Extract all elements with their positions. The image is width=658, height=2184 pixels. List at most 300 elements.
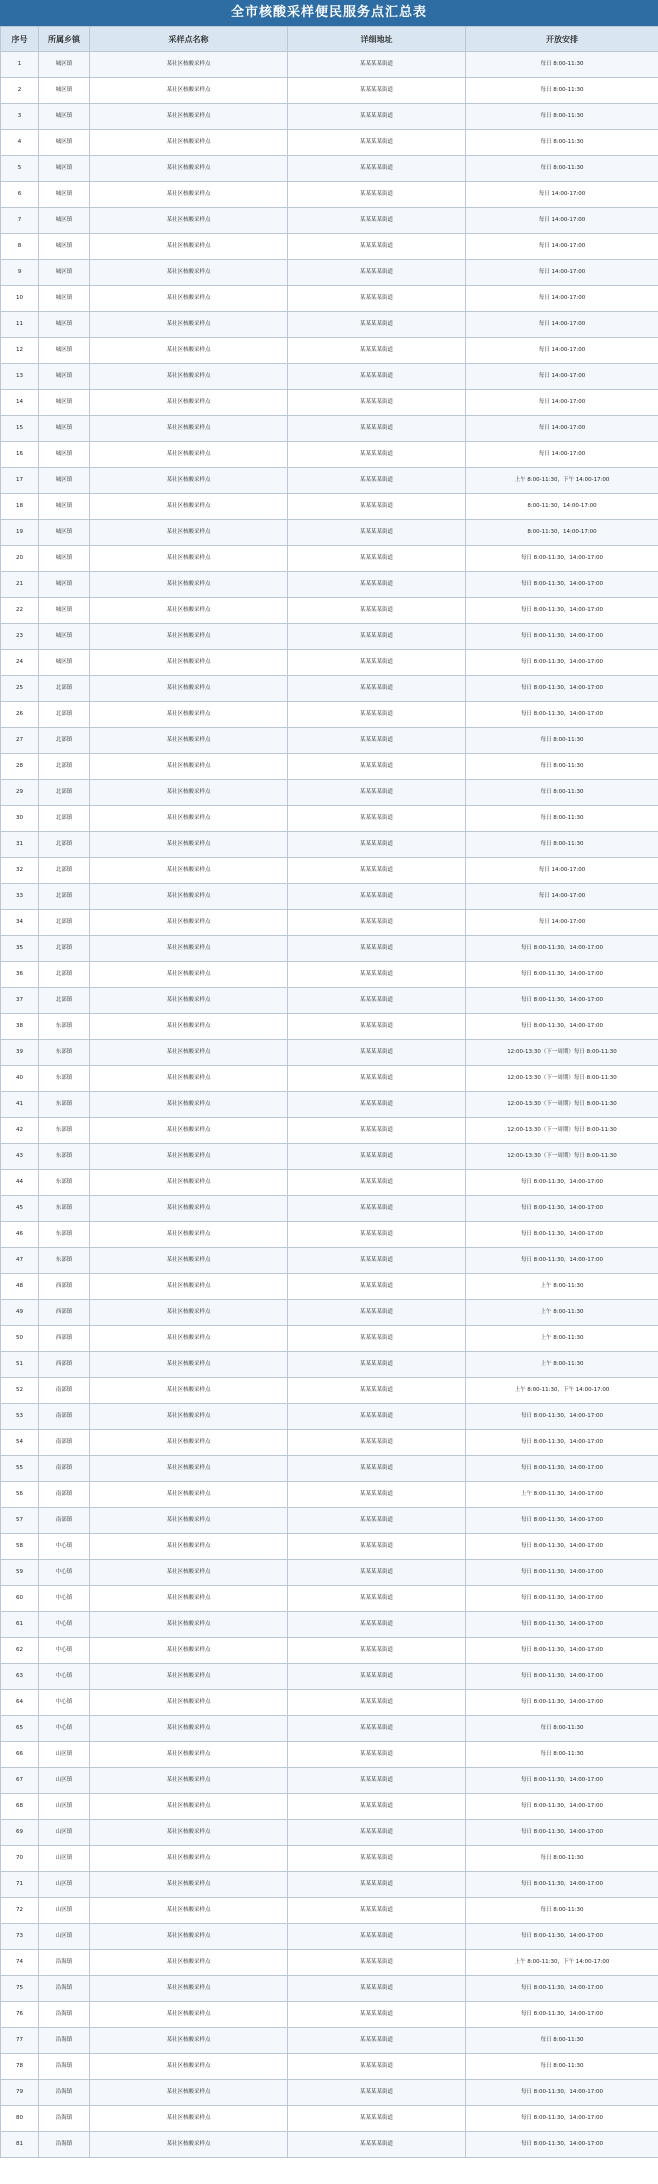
cell-schedule: 每日 8:00-11:30 (466, 2054, 658, 2080)
cell-index: 44 (1, 1170, 39, 1196)
cell-address: 某某某某街道 (288, 2132, 466, 2158)
cell-site-name: 某社区核酸采样点 (90, 1274, 288, 1300)
cell-site-name: 某社区核酸采样点 (90, 728, 288, 754)
cell-town: 中心镇 (39, 1690, 90, 1716)
cell-site-name: 某社区核酸采样点 (90, 78, 288, 104)
cell-schedule: 每日 8:00-11:30，14:00-17:00 (466, 650, 658, 676)
cell-schedule: 每日 8:00-11:30 (466, 1716, 658, 1742)
cell-town: 东部镇 (39, 1248, 90, 1274)
cell-index: 2 (1, 78, 39, 104)
cell-index: 18 (1, 494, 39, 520)
cell-address: 某某某某街道 (288, 1014, 466, 1040)
cell-town: 南部镇 (39, 1456, 90, 1482)
cell-index: 37 (1, 988, 39, 1014)
cell-address: 某某某某街道 (288, 728, 466, 754)
cell-index: 76 (1, 2002, 39, 2028)
table-row (1, 1690, 658, 1716)
cell-index: 14 (1, 390, 39, 416)
cell-schedule: 每日 8:00-11:30，14:00-17:00 (466, 1690, 658, 1716)
cell-site-name: 某社区核酸采样点 (90, 1872, 288, 1898)
cell-address: 某某某某街道 (288, 1794, 466, 1820)
cell-index: 46 (1, 1222, 39, 1248)
table-row (1, 1560, 658, 1586)
cell-site-name: 某社区核酸采样点 (90, 364, 288, 390)
cell-index: 31 (1, 832, 39, 858)
cell-town: 中心镇 (39, 1664, 90, 1690)
cell-index: 3 (1, 104, 39, 130)
cell-index: 65 (1, 1716, 39, 1742)
cell-address: 某某某某街道 (288, 1378, 466, 1404)
table-row (1, 1456, 658, 1482)
table-row (1, 1092, 658, 1118)
table-row (1, 1924, 658, 1950)
cell-address: 某某某某街道 (288, 1716, 466, 1742)
cell-index: 35 (1, 936, 39, 962)
cell-town: 山区镇 (39, 1846, 90, 1872)
cell-address: 某某某某街道 (288, 910, 466, 936)
cell-address: 某某某某街道 (288, 702, 466, 728)
cell-town: 东部镇 (39, 1092, 90, 1118)
cell-address: 某某某某街道 (288, 1092, 466, 1118)
cell-site-name: 某社区核酸采样点 (90, 1768, 288, 1794)
cell-town: 城区镇 (39, 650, 90, 676)
cell-address: 某某某某街道 (288, 1560, 466, 1586)
cell-site-name: 某社区核酸采样点 (90, 1222, 288, 1248)
cell-address: 某某某某街道 (288, 1248, 466, 1274)
table-row (1, 676, 658, 702)
table-row (1, 1248, 658, 1274)
cell-site-name: 某社区核酸采样点 (90, 390, 288, 416)
table-row (1, 2106, 658, 2132)
table-row (1, 312, 658, 338)
cell-town: 中心镇 (39, 1638, 90, 1664)
cell-address: 某某某某街道 (288, 1222, 466, 1248)
cell-site-name: 某社区核酸采样点 (90, 1898, 288, 1924)
table-row (1, 1378, 658, 1404)
cell-index: 23 (1, 624, 39, 650)
cell-site-name: 某社区核酸采样点 (90, 546, 288, 572)
table-row (1, 1508, 658, 1534)
header-address: 详细地址 (288, 27, 466, 52)
cell-schedule: 上午 8:00-11:30 (466, 1326, 658, 1352)
cell-town: 山区镇 (39, 1768, 90, 1794)
cell-schedule: 每日 14:00-17:00 (466, 234, 658, 260)
table-row (1, 520, 658, 546)
table-row (1, 624, 658, 650)
cell-schedule: 每日 8:00-11:30，14:00-17:00 (466, 936, 658, 962)
cell-site-name: 某社区核酸采样点 (90, 520, 288, 546)
cell-town: 南部镇 (39, 1430, 90, 1456)
cell-schedule: 每日 8:00-11:30，14:00-17:00 (466, 1794, 658, 1820)
cell-index: 26 (1, 702, 39, 728)
cell-site-name: 某社区核酸采样点 (90, 676, 288, 702)
cell-schedule: 每日 8:00-11:30 (466, 52, 658, 78)
cell-site-name: 某社区核酸采样点 (90, 572, 288, 598)
cell-site-name: 某社区核酸采样点 (90, 1716, 288, 1742)
table-row (1, 1326, 658, 1352)
cell-site-name: 某社区核酸采样点 (90, 2080, 288, 2106)
cell-site-name: 某社区核酸采样点 (90, 1300, 288, 1326)
cell-town: 中心镇 (39, 1612, 90, 1638)
table-row (1, 130, 658, 156)
cell-address: 某某某某街道 (288, 2080, 466, 2106)
table-row (1, 2080, 658, 2106)
cell-schedule: 每日 14:00-17:00 (466, 286, 658, 312)
table-row (1, 1716, 658, 1742)
cell-schedule: 8:00-11:30，14:00-17:00 (466, 520, 658, 546)
cell-town: 城区镇 (39, 104, 90, 130)
cell-index: 64 (1, 1690, 39, 1716)
cell-schedule: 上午 8:00-11:30 (466, 1352, 658, 1378)
table-row (1, 598, 658, 624)
cell-index: 48 (1, 1274, 39, 1300)
cell-town: 城区镇 (39, 364, 90, 390)
table-row (1, 1040, 658, 1066)
cell-index: 21 (1, 572, 39, 598)
cell-schedule: 每日 8:00-11:30，14:00-17:00 (466, 702, 658, 728)
cell-schedule: 每日 14:00-17:00 (466, 442, 658, 468)
cell-address: 某某某某街道 (288, 624, 466, 650)
table-row (1, 1404, 658, 1430)
cell-site-name: 某社区核酸采样点 (90, 468, 288, 494)
table-row (1, 1066, 658, 1092)
cell-town: 西部镇 (39, 1300, 90, 1326)
cell-index: 73 (1, 1924, 39, 1950)
cell-town: 城区镇 (39, 494, 90, 520)
table-row (1, 728, 658, 754)
cell-schedule: 每日 8:00-11:30，14:00-17:00 (466, 1456, 658, 1482)
cell-address: 某某某某街道 (288, 156, 466, 182)
cell-schedule: 每日 8:00-11:30，14:00-17:00 (466, 1534, 658, 1560)
cell-address: 某某某某街道 (288, 1066, 466, 1092)
cell-town: 中心镇 (39, 1716, 90, 1742)
cell-town: 东部镇 (39, 1040, 90, 1066)
cell-address: 某某某某街道 (288, 1170, 466, 1196)
table-row (1, 286, 658, 312)
cell-site-name: 某社区核酸采样点 (90, 988, 288, 1014)
cell-index: 52 (1, 1378, 39, 1404)
cell-town: 城区镇 (39, 546, 90, 572)
table-row (1, 1742, 658, 1768)
cell-town: 北部镇 (39, 676, 90, 702)
table-row (1, 2132, 658, 2158)
cell-index: 78 (1, 2054, 39, 2080)
cell-town: 城区镇 (39, 182, 90, 208)
cell-site-name: 某社区核酸采样点 (90, 1118, 288, 1144)
cell-town: 东部镇 (39, 1170, 90, 1196)
cell-address: 某某某某街道 (288, 520, 466, 546)
cell-address: 某某某某街道 (288, 988, 466, 1014)
cell-address: 某某某某街道 (288, 1976, 466, 2002)
cell-town: 城区镇 (39, 234, 90, 260)
cell-schedule: 12:00-13:30（下一周期）每日 8:00-11:30 (466, 1092, 658, 1118)
cell-site-name: 某社区核酸采样点 (90, 1326, 288, 1352)
cell-town: 城区镇 (39, 468, 90, 494)
cell-index: 20 (1, 546, 39, 572)
cell-schedule: 上午 8:00-11:30 (466, 1274, 658, 1300)
cell-town: 城区镇 (39, 390, 90, 416)
cell-town: 北部镇 (39, 988, 90, 1014)
cell-address: 某某某某街道 (288, 312, 466, 338)
table-row (1, 1950, 658, 1976)
cell-address: 某某某某街道 (288, 1404, 466, 1430)
cell-schedule: 每日 8:00-11:30，14:00-17:00 (466, 1560, 658, 1586)
cell-address: 某某某某街道 (288, 1352, 466, 1378)
cell-index: 60 (1, 1586, 39, 1612)
table-row (1, 1352, 658, 1378)
cell-town: 北部镇 (39, 858, 90, 884)
cell-index: 27 (1, 728, 39, 754)
cell-town: 城区镇 (39, 78, 90, 104)
cell-index: 57 (1, 1508, 39, 1534)
cell-index: 66 (1, 1742, 39, 1768)
cell-address: 某某某某街道 (288, 1144, 466, 1170)
cell-town: 西部镇 (39, 1326, 90, 1352)
cell-town: 北部镇 (39, 936, 90, 962)
table-row (1, 2002, 658, 2028)
table-row (1, 208, 658, 234)
cell-site-name: 某社区核酸采样点 (90, 338, 288, 364)
cell-index: 17 (1, 468, 39, 494)
cell-address: 某某某某街道 (288, 1586, 466, 1612)
table-header-row (1, 27, 658, 52)
cell-town: 北部镇 (39, 806, 90, 832)
cell-address: 某某某某街道 (288, 1872, 466, 1898)
cell-schedule: 每日 14:00-17:00 (466, 910, 658, 936)
cell-address: 某某某某街道 (288, 1456, 466, 1482)
cell-schedule: 每日 8:00-11:30，14:00-17:00 (466, 1196, 658, 1222)
cell-address: 某某某某街道 (288, 2002, 466, 2028)
cell-address: 某某某某街道 (288, 1820, 466, 1846)
table-row (1, 494, 658, 520)
cell-address: 某某某某街道 (288, 1534, 466, 1560)
table-row (1, 962, 658, 988)
cell-town: 南部镇 (39, 1482, 90, 1508)
cell-site-name: 某社区核酸采样点 (90, 494, 288, 520)
cell-address: 某某某某街道 (288, 260, 466, 286)
cell-address: 某某某某街道 (288, 806, 466, 832)
cell-schedule: 每日 8:00-11:30 (466, 2028, 658, 2054)
cell-address: 某某某某街道 (288, 1768, 466, 1794)
cell-address: 某某某某街道 (288, 390, 466, 416)
cell-site-name: 某社区核酸采样点 (90, 884, 288, 910)
cell-index: 61 (1, 1612, 39, 1638)
cell-town: 城区镇 (39, 416, 90, 442)
cell-site-name: 某社区核酸采样点 (90, 1950, 288, 1976)
cell-index: 43 (1, 1144, 39, 1170)
cell-town: 沿海镇 (39, 1950, 90, 1976)
cell-town: 北部镇 (39, 884, 90, 910)
cell-town: 沿海镇 (39, 2028, 90, 2054)
cell-site-name: 某社区核酸采样点 (90, 1170, 288, 1196)
table-row (1, 182, 658, 208)
cell-schedule: 每日 8:00-11:30，14:00-17:00 (466, 1664, 658, 1690)
cell-schedule: 每日 8:00-11:30 (466, 130, 658, 156)
table-row (1, 2054, 658, 2080)
cell-address: 某某某某街道 (288, 1612, 466, 1638)
table-row (1, 156, 658, 182)
cell-index: 69 (1, 1820, 39, 1846)
cell-schedule: 上午 8:00-11:30，下午 14:00-17:00 (466, 1378, 658, 1404)
cell-index: 71 (1, 1872, 39, 1898)
cell-schedule: 每日 8:00-11:30，14:00-17:00 (466, 1014, 658, 1040)
cell-index: 12 (1, 338, 39, 364)
cell-schedule: 每日 8:00-11:30，14:00-17:00 (466, 624, 658, 650)
cell-site-name: 某社区核酸采样点 (90, 598, 288, 624)
cell-address: 某某某某街道 (288, 546, 466, 572)
cell-index: 56 (1, 1482, 39, 1508)
cell-schedule: 每日 8:00-11:30，14:00-17:00 (466, 1170, 658, 1196)
cell-schedule: 每日 14:00-17:00 (466, 390, 658, 416)
cell-schedule: 每日 8:00-11:30，14:00-17:00 (466, 1768, 658, 1794)
cell-town: 沿海镇 (39, 2132, 90, 2158)
cell-schedule: 每日 8:00-11:30，14:00-17:00 (466, 2132, 658, 2158)
cell-town: 城区镇 (39, 52, 90, 78)
cell-town: 北部镇 (39, 832, 90, 858)
cell-schedule: 12:00-13:30（下一周期）每日 8:00-11:30 (466, 1118, 658, 1144)
cell-index: 75 (1, 1976, 39, 2002)
cell-address: 某某某某街道 (288, 572, 466, 598)
cell-address: 某某某某街道 (288, 936, 466, 962)
cell-index: 22 (1, 598, 39, 624)
cell-site-name: 某社区核酸采样点 (90, 156, 288, 182)
cell-schedule: 每日 14:00-17:00 (466, 312, 658, 338)
cell-address: 某某某某街道 (288, 1924, 466, 1950)
cell-schedule: 8:00-11:30，14:00-17:00 (466, 494, 658, 520)
cell-town: 东部镇 (39, 1118, 90, 1144)
cell-schedule: 12:00-13:30（下一周期）每日 8:00-11:30 (466, 1040, 658, 1066)
cell-address: 某某某某街道 (288, 884, 466, 910)
cell-index: 41 (1, 1092, 39, 1118)
table-row (1, 338, 658, 364)
cell-address: 某某某某街道 (288, 338, 466, 364)
cell-site-name: 某社区核酸采样点 (90, 1534, 288, 1560)
cell-index: 45 (1, 1196, 39, 1222)
cell-site-name: 某社区核酸采样点 (90, 1820, 288, 1846)
cell-schedule: 每日 14:00-17:00 (466, 416, 658, 442)
header-town: 所属乡镇 (39, 27, 90, 52)
cell-town: 北部镇 (39, 910, 90, 936)
cell-site-name: 某社区核酸采样点 (90, 442, 288, 468)
cell-site-name: 某社区核酸采样点 (90, 1638, 288, 1664)
cell-index: 47 (1, 1248, 39, 1274)
cell-address: 某某某某街道 (288, 832, 466, 858)
table-row (1, 364, 658, 390)
cell-address: 某某某某街道 (288, 104, 466, 130)
cell-schedule: 每日 8:00-11:30，14:00-17:00 (466, 1612, 658, 1638)
cell-index: 28 (1, 754, 39, 780)
table-row (1, 234, 658, 260)
cell-town: 中心镇 (39, 1586, 90, 1612)
table-row (1, 1274, 658, 1300)
cell-site-name: 某社区核酸采样点 (90, 2106, 288, 2132)
cell-schedule: 每日 8:00-11:30，14:00-17:00 (466, 676, 658, 702)
cell-site-name: 某社区核酸采样点 (90, 1040, 288, 1066)
cell-schedule: 每日 14:00-17:00 (466, 884, 658, 910)
cell-address: 某某某某街道 (288, 780, 466, 806)
table-row (1, 858, 658, 884)
cell-town: 城区镇 (39, 260, 90, 286)
cell-address: 某某某某街道 (288, 208, 466, 234)
table-row (1, 2028, 658, 2054)
cell-site-name: 某社区核酸采样点 (90, 806, 288, 832)
table-row (1, 936, 658, 962)
cell-address: 某某某某街道 (288, 2106, 466, 2132)
cell-town: 东部镇 (39, 1222, 90, 1248)
cell-town: 山区镇 (39, 1898, 90, 1924)
cell-site-name: 某社区核酸采样点 (90, 286, 288, 312)
cell-index: 10 (1, 286, 39, 312)
cell-site-name: 某社区核酸采样点 (90, 260, 288, 286)
cell-schedule: 每日 8:00-11:30 (466, 754, 658, 780)
table-row (1, 650, 658, 676)
cell-site-name: 某社区核酸采样点 (90, 1664, 288, 1690)
cell-site-name: 某社区核酸采样点 (90, 1586, 288, 1612)
header-schedule: 开放安排 (466, 27, 658, 52)
cell-schedule: 每日 8:00-11:30，14:00-17:00 (466, 1404, 658, 1430)
table-row (1, 1846, 658, 1872)
cell-schedule: 每日 8:00-11:30，14:00-17:00 (466, 1430, 658, 1456)
cell-index: 8 (1, 234, 39, 260)
cell-schedule: 每日 14:00-17:00 (466, 208, 658, 234)
cell-site-name: 某社区核酸采样点 (90, 1248, 288, 1274)
cell-site-name: 某社区核酸采样点 (90, 1066, 288, 1092)
cell-town: 北部镇 (39, 702, 90, 728)
table-row (1, 1144, 658, 1170)
cell-town: 山区镇 (39, 1924, 90, 1950)
cell-index: 81 (1, 2132, 39, 2158)
cell-index: 74 (1, 1950, 39, 1976)
cell-schedule: 每日 8:00-11:30，14:00-17:00 (466, 2002, 658, 2028)
cell-town: 东部镇 (39, 1196, 90, 1222)
table-row (1, 1222, 658, 1248)
cell-site-name: 某社区核酸采样点 (90, 1456, 288, 1482)
cell-site-name: 某社区核酸采样点 (90, 650, 288, 676)
cell-address: 某某某某街道 (288, 2054, 466, 2080)
cell-address: 某某某某街道 (288, 234, 466, 260)
cell-index: 29 (1, 780, 39, 806)
cell-address: 某某某某街道 (288, 416, 466, 442)
cell-index: 6 (1, 182, 39, 208)
cell-town: 南部镇 (39, 1404, 90, 1430)
cell-address: 某某某某街道 (288, 1742, 466, 1768)
cell-town: 城区镇 (39, 442, 90, 468)
cell-index: 40 (1, 1066, 39, 1092)
cell-site-name: 某社区核酸采样点 (90, 936, 288, 962)
cell-site-name: 某社区核酸采样点 (90, 1846, 288, 1872)
table-row (1, 104, 658, 130)
cell-town: 城区镇 (39, 156, 90, 182)
cell-town: 南部镇 (39, 1378, 90, 1404)
cell-schedule: 每日 8:00-11:30，14:00-17:00 (466, 2106, 658, 2132)
table-row (1, 390, 658, 416)
cell-site-name: 某社区核酸采样点 (90, 1612, 288, 1638)
cell-schedule: 每日 8:00-11:30，14:00-17:00 (466, 1638, 658, 1664)
cell-index: 54 (1, 1430, 39, 1456)
cell-address: 某某某某街道 (288, 1690, 466, 1716)
table-row (1, 884, 658, 910)
cell-index: 67 (1, 1768, 39, 1794)
cell-town: 城区镇 (39, 572, 90, 598)
table-row (1, 1196, 658, 1222)
cell-schedule: 上午 8:00-11:30，下午 14:00-17:00 (466, 468, 658, 494)
cell-site-name: 某社区核酸采样点 (90, 2002, 288, 2028)
cell-town: 中心镇 (39, 1534, 90, 1560)
cell-address: 某某某某街道 (288, 598, 466, 624)
cell-address: 某某某某街道 (288, 650, 466, 676)
cell-index: 79 (1, 2080, 39, 2106)
cell-schedule: 每日 8:00-11:30 (466, 1898, 658, 1924)
